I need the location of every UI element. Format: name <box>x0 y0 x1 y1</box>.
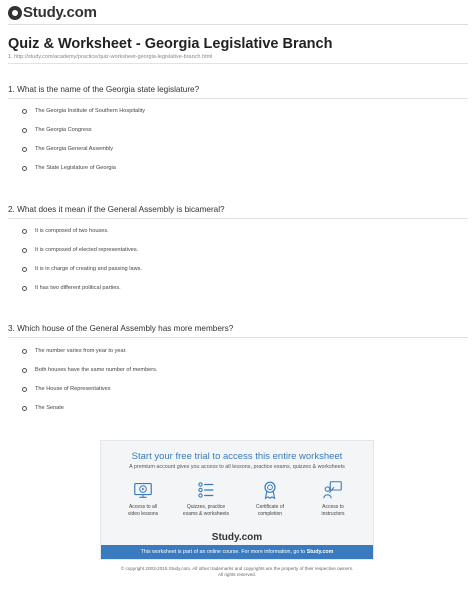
answer-option[interactable] <box>22 127 92 133</box>
page-url: 1. http://study.com/academy/practice/quiz-worksheet-georgia-legislative-branch.html <box>8 54 213 60</box>
radio-icon[interactable] <box>22 166 27 171</box>
radio-icon[interactable] <box>22 109 27 114</box>
answer-label: It has two different political parties. <box>35 285 121 291</box>
answer-label: The Senate <box>35 405 64 411</box>
feature-line: completion <box>257 510 283 517</box>
radio-icon[interactable] <box>22 128 27 133</box>
radio-icon[interactable] <box>22 387 27 392</box>
feature-line: Quizzes, practice <box>186 504 226 510</box>
feature-instructors <box>305 479 361 517</box>
logo-icon <box>8 6 22 20</box>
answer-label: The Georgia Institute of Southern Hospitality <box>35 108 146 114</box>
question-1 <box>8 85 468 99</box>
question-3 <box>8 324 468 338</box>
radio-icon[interactable] <box>22 349 27 354</box>
answer-label: The number varies from year to year. <box>35 348 127 354</box>
feature-line: instructors <box>321 510 345 517</box>
feature-line: Certificate of <box>255 504 285 510</box>
feature-label <box>305 504 361 517</box>
promo-title[interactable]: Start your free trial to access this entire worksheet <box>131 451 343 462</box>
promo-subtitle: A premium account gives you access to all lessons, practice exams, quizzes & worksheets <box>129 464 345 470</box>
feature-label <box>242 504 298 517</box>
answer-label: It is composed of two houses. <box>35 228 109 234</box>
feature-line: video lessons <box>127 510 159 517</box>
promo-bar-link[interactable]: Study.com <box>306 549 334 555</box>
question-text: 2. What does it mean if the General Assembly is bicameral? <box>8 205 225 214</box>
answer-option[interactable] <box>22 405 64 411</box>
answer-label: Both houses have the same number of members. <box>35 367 158 373</box>
study-logo[interactable] <box>8 4 97 21</box>
answer-option[interactable] <box>22 247 138 253</box>
answer-label: It is composed of elected representatives. <box>35 247 139 253</box>
promo-bar-text: This worksheet is part of an online course. For more information, go to <box>140 549 306 555</box>
answer-option[interactable] <box>22 146 113 152</box>
question-divider <box>8 337 468 338</box>
feature-quizzes <box>178 479 234 517</box>
answer-label: The State Legislature of Georgia <box>35 165 116 171</box>
header-divider <box>8 24 468 25</box>
instructor-icon <box>322 479 344 501</box>
answer-option[interactable] <box>22 285 121 291</box>
copyright-line: © copyright 2003-2015 Study.com. All other trademarks and copyrights are the property of their respective owners. <box>120 566 354 571</box>
radio-icon[interactable] <box>22 147 27 152</box>
copyright <box>0 566 474 577</box>
radio-icon[interactable] <box>22 267 27 272</box>
feature-label <box>115 504 171 517</box>
answer-option[interactable] <box>22 367 158 373</box>
feature-line: Access to all <box>128 504 158 510</box>
radio-icon[interactable] <box>22 406 27 411</box>
free-trial-promo <box>100 440 374 560</box>
answer-option[interactable] <box>22 165 116 171</box>
answer-label: The House of Representatives <box>35 386 111 392</box>
logo-text: Study.com <box>23 4 97 21</box>
answer-option[interactable] <box>22 228 109 234</box>
radio-icon[interactable] <box>22 368 27 373</box>
feature-line: Access to <box>322 504 344 510</box>
answer-label: It is in charge of creating and passing laws. <box>35 266 142 272</box>
question-divider <box>8 218 468 219</box>
feature-certificate <box>242 479 298 517</box>
radio-icon[interactable] <box>22 229 27 234</box>
radio-icon[interactable] <box>22 286 27 291</box>
header <box>8 4 468 34</box>
promo-info-bar <box>101 545 373 559</box>
question-text: 1. What is the name of the Georgia state legislature? <box>8 85 200 94</box>
page-title: Quiz & Worksheet - Georgia Legislative Branch <box>8 36 333 52</box>
question-divider <box>8 98 468 99</box>
radio-icon[interactable] <box>22 248 27 253</box>
feature-line: exams & worksheets <box>182 510 230 517</box>
certificate-icon <box>259 479 281 501</box>
answer-option[interactable] <box>22 348 127 354</box>
answer-option[interactable] <box>22 108 145 114</box>
feature-video-lessons <box>115 479 171 517</box>
checklist-icon <box>195 479 217 501</box>
promo-features <box>115 479 361 525</box>
answer-option[interactable] <box>22 386 111 392</box>
video-icon <box>132 479 154 501</box>
answer-option[interactable] <box>22 266 142 272</box>
answer-label: The Georgia Congress <box>35 127 92 133</box>
question-text: 3. Which house of the General Assembly has more members? <box>8 324 234 333</box>
promo-logo[interactable]: Study.com <box>211 532 263 543</box>
copyright-line: All rights reserved. <box>217 571 257 577</box>
feature-label <box>178 504 234 517</box>
question-2 <box>8 205 468 219</box>
title-divider <box>8 63 468 64</box>
answer-label: The Georgia General Assembly <box>35 146 114 152</box>
